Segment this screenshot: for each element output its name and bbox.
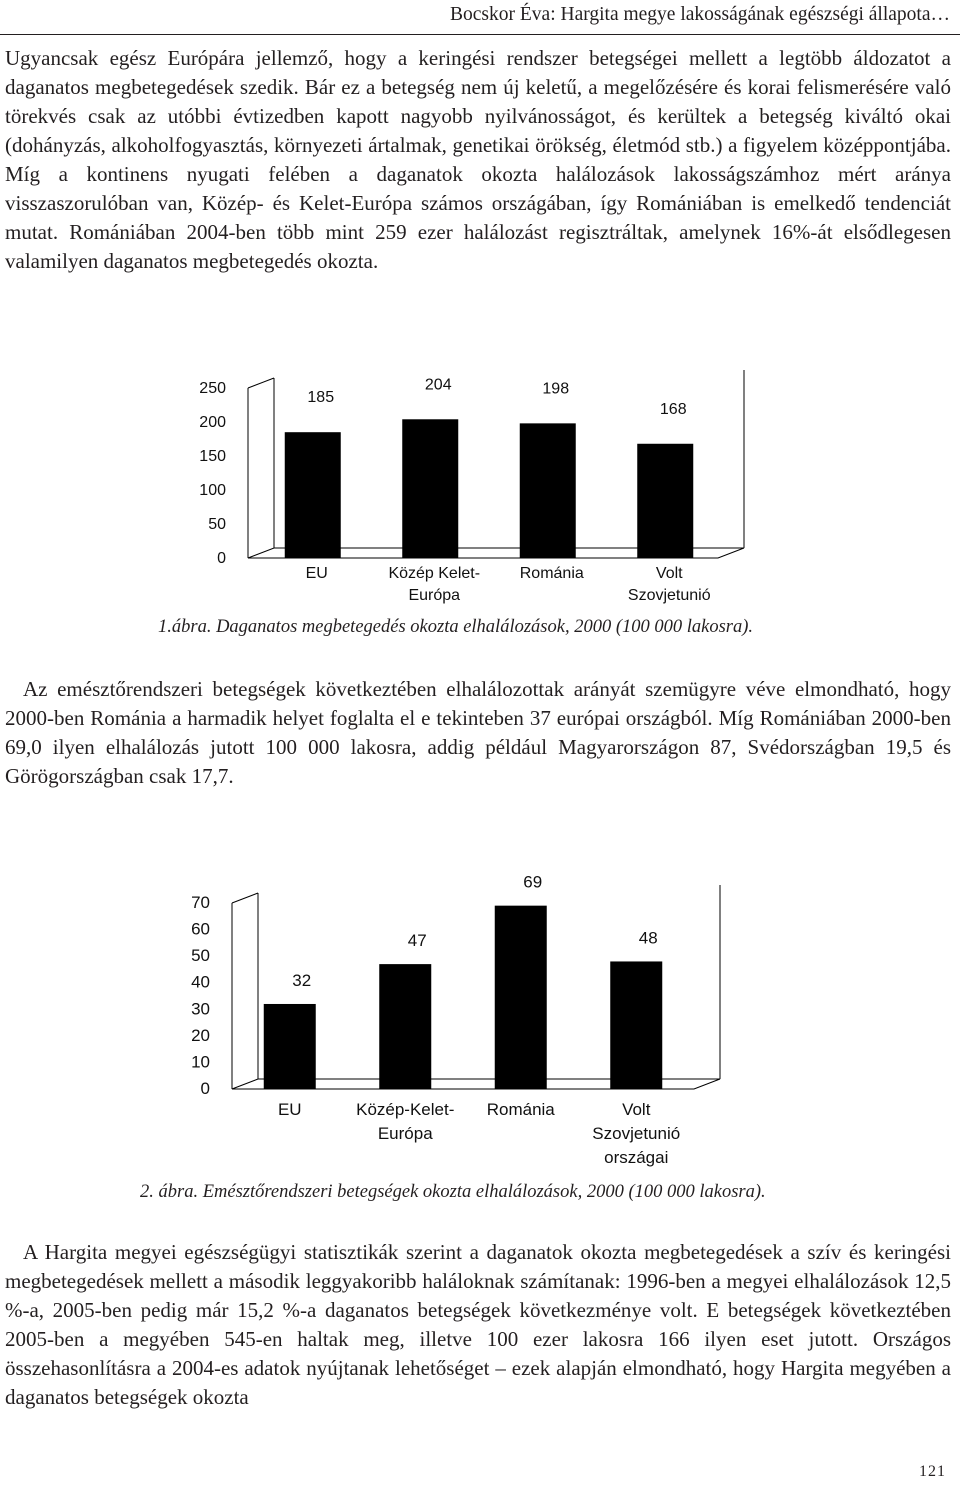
data-label: 48 <box>638 928 658 948</box>
x-tick-label: Szovjetunió <box>627 587 711 604</box>
x-tick-label: Közép-Kelet- <box>356 1100 455 1119</box>
x-tick-label: Volt <box>622 1100 651 1119</box>
bar <box>520 423 576 558</box>
running-head: Bocskor Éva: Hargita megye lakosságának egészségi állapota… <box>450 4 950 25</box>
figure-1-svg <box>0 360 960 620</box>
paragraph-3: A Hargita megyei egészségügyi statisztikák szerint a daganatok okozta megbetegedések a szív és keringési megbetegedések mellett a második leggyakoribb haláloknak számítanak: 1996-ben a megyei elhalálozások 12,5 %-a, 2005-ben pedig már 15,2 %-a daganatos betegségek következménye volt. E betegségek következtében 2005-ben a megyében 545-en haltak meg, illetve 100 ezer lakosra 166 ilyen eset jutott. Országos összehasonlításra a 2004-es adatok nyújtanak lehetőséget – ezek alapján elmondható, hogy Hargita megyében a daganatos betegségek okozta <box>5 1240 951 1409</box>
paragraph-2: Az emésztőrendszeri betegségek következtében elhalálozottak arányát szemügyre véve elmondható, hogy 2000-ben Románia a harmadik helyet foglalta el e tekinteben 37 európai országból. Míg Romániában 2000-ben 69,0 ilyen elhalálozás jutott 100 000 lakosra, addig például Magyarországon 87, Svédországban 19,5 és Görögországban csak 17,7. <box>5 677 951 788</box>
header-rule <box>0 34 960 35</box>
figure-1-chart <box>0 360 960 620</box>
data-label: 185 <box>307 389 335 407</box>
data-label: 198 <box>542 380 570 398</box>
data-label: 168 <box>659 400 687 418</box>
y-tick-label: 20 <box>191 1025 210 1045</box>
x-tick-label: EU <box>305 565 328 582</box>
page-number: 121 <box>919 1463 946 1480</box>
bar <box>610 961 662 1089</box>
x-tick-label: EU <box>277 1100 302 1119</box>
x-tick-label: Románia <box>486 1100 555 1119</box>
data-label: 204 <box>424 376 452 394</box>
data-label: 69 <box>523 872 543 892</box>
bar <box>495 906 547 1089</box>
y-tick-label: 200 <box>199 414 226 431</box>
y-tick-label: 0 <box>200 1079 210 1098</box>
y-tick-label: 50 <box>191 946 210 966</box>
x-tick-label: Európa <box>408 587 461 604</box>
x-tick-label: országai <box>604 1148 669 1167</box>
data-label: 47 <box>407 931 427 951</box>
bar <box>637 444 693 558</box>
bar <box>402 419 458 558</box>
bar <box>264 1004 316 1089</box>
y-tick-label: 40 <box>191 972 210 992</box>
x-tick-label: Közép Kelet- <box>388 565 481 582</box>
figure-2-chart <box>0 845 960 1175</box>
y-tick-label: 70 <box>191 893 210 912</box>
y-tick-label: 50 <box>208 516 226 533</box>
x-tick-label: Románia <box>519 565 584 582</box>
data-label: 32 <box>292 970 312 990</box>
bar <box>285 432 341 558</box>
y-tick-label: 0 <box>217 550 226 567</box>
paragraph-1: Ugyancsak egész Európára jellemző, hogy a keringési rendszer betegségei mellett a legtöbb áldozatot a daganatos megbetegedések szedik. Bár ez a betegség nem új keletű, a megelőzésére és korai felismerésére való törekvés csak az utóbbi évtizedben kapott nagyobb nyilvánosságot, és kerültek a betegség kiváltó okai (dohányzás, alkoholfogyasztás, környezeti ártalmak, genetikai örökség, életmód stb.) a figyelem középpontjába. Míg a kontinens nyugati felében a daganatok okozta halálozások lakosságszámhoz mért aránya visszaszorulóban van, Közép- és Kelet-Európa számos országában, így Romániában is emelkedő tendenciát mutat. Romániában 2004-ben több mint 259 ezer halálozást regisztráltak, amelynek 16%-át elsődlegesen valamilyen daganatos megbetegedés okozta. <box>5 46 951 273</box>
y-tick-label: 250 <box>199 380 226 397</box>
x-tick-label: Volt <box>655 565 683 582</box>
y-tick-label: 100 <box>199 482 226 499</box>
y-tick-label: 10 <box>191 1052 210 1072</box>
y-tick-label: 30 <box>191 999 210 1019</box>
figure-1-caption: 1.ábra. Daganatos megbetegedés okozta elhalálozások, 2000 (100 000 lakosra). <box>158 617 754 637</box>
figure-2-caption: 2. ábra. Emésztőrendszeri betegségek okozta elhalálozások, 2000 (100 000 lakosra). <box>140 1182 766 1202</box>
x-tick-label: Szovjetunió <box>592 1124 681 1143</box>
chart-corner <box>248 378 274 388</box>
x-tick-label: Európa <box>377 1124 433 1143</box>
bar <box>379 964 431 1089</box>
figure-2-svg <box>0 845 960 1175</box>
y-tick-label: 60 <box>191 919 210 939</box>
chart-corner <box>232 893 258 903</box>
y-tick-label: 150 <box>199 448 226 465</box>
